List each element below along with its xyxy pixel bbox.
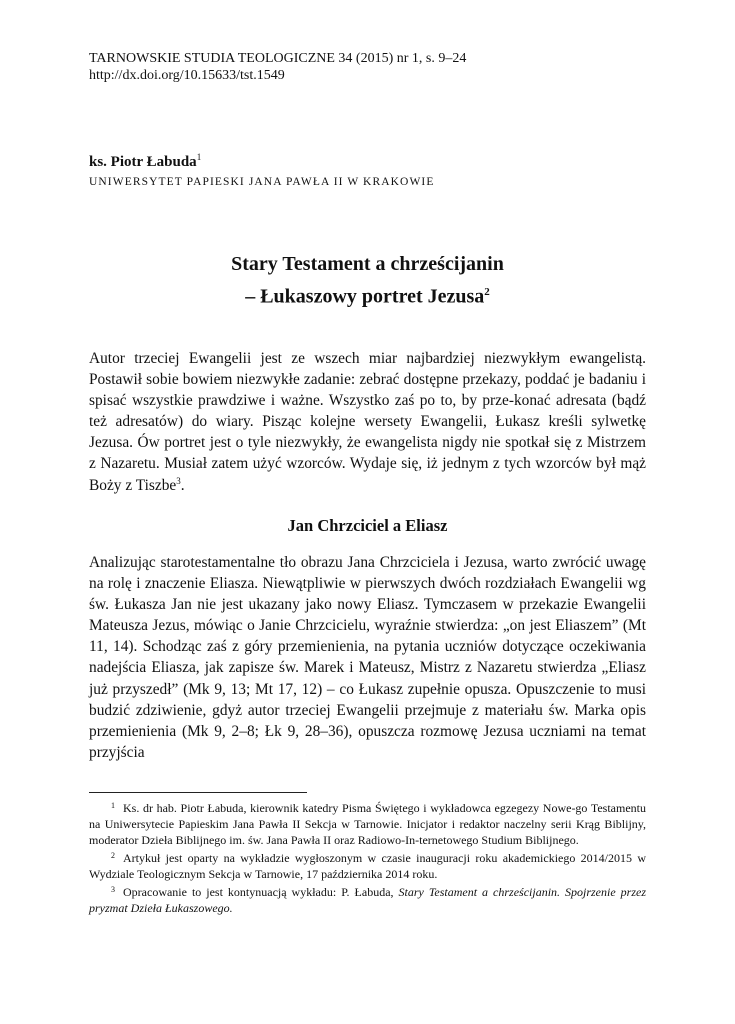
journal-citation: TARNOWSKIE STUDIA TEOLOGICZNE 34 (2015) nr 1, s. 9–24 bbox=[89, 51, 467, 66]
footnote-ref-2[interactable]: 2 bbox=[484, 286, 490, 298]
author-name bbox=[89, 152, 201, 171]
footnote-2 bbox=[89, 848, 646, 882]
footnote-divider bbox=[89, 792, 307, 793]
intro-paragraph bbox=[89, 348, 646, 496]
footnote-ref-1[interactable]: 1 bbox=[196, 152, 202, 162]
footnote-ref-3[interactable]: 3 bbox=[176, 475, 181, 486]
footnote-1 bbox=[89, 798, 646, 848]
journal-header bbox=[89, 50, 466, 84]
title-line-1: Stary Testament a chrześcijanin bbox=[231, 253, 504, 275]
doi-link[interactable]: http://dx.doi.org/10.15633/tst.1549 bbox=[89, 68, 285, 83]
author-affiliation: UNIWERSYTET PAPIESKI JANA PAWŁA II W KRAKOWIE bbox=[89, 176, 435, 188]
author-name-text: ks. Piotr Łabuda bbox=[89, 154, 197, 170]
intro-text: Autor trzeciej Ewangelii jest ze wszech miar najbardziej niezwykłym ewangelistą. Postawił sobie bowiem niezwykłe zadanie: zebrać dostępne przekazy, poddać je badaniu i spisać wszystkie prawdziwe i ważne. Wszystko zaś po to, by prze-konać adresata (bądź też adresatów) do wiary. Pisząc kolejne wersety Ewangelii, Łukasz kreśli sylwetkę Jezusa. Ów portret jest o tyle niezwykły, że ewangelista nigdy nie spotkał się z Mistrzem z Nazaretu. Musiał zatem użyć wzorców. Wydaje się, iż jednym z tych wzorców był mąż Boży z Tiszbe bbox=[89, 350, 646, 494]
intro-end: . bbox=[180, 476, 185, 494]
title-line-2-text: – Łukaszowy portret Jezusa bbox=[245, 285, 485, 308]
footnote-text: Artykuł jest oparty na wykładzie wygłoszonym w czasie inauguracji roku akademickiego 2014/2015 w Wydziale Teologicznym Sekcja w Tarnowie, 17 października 2014 roku. bbox=[89, 851, 646, 881]
body-paragraph: Analizując starotestamentalne tło obrazu Jana Chrzciciela i Jezusa, warto zwrócić uwagę na rolę i znaczenie Eliasza. Niewątpliwie w pierwszych dwóch rozdziałach Ewangelii wg św. Łukasza Jan nie jest ukazany jako nowy Eliasz. Tymczasem w przekazie Ewangelii Mateusza Jezus, mówiąc o Janie Chrzcicielu, wyraźnie stwierdza: „on jest Eliaszem” (Mt 11, 14). Schodząc zaś z góry przemienienia, na pytania uczniów dotyczące oczekiwania nadejścia Eliasza, jak zapisze św. Marek i Mateusz, Mistrz z Nazaretu stwierdza „Eliasz już przyszedł” (Mk 9, 13; Mt 17, 12) – co Łukasz zupełnie opusza. Opuszczenie to musi budzić zdziwienie, gdyż autor trzeciej Ewangelii przejmuje z materiału św. Marka opis przemienienia (Mk 9, 2–8; Łk 9, 28–36), opuszcza rozmowę Jezusa uczniami na temat przyjścia bbox=[89, 554, 646, 761]
footnote-text: Ks. dr hab. Piotr Łabuda, kierownik katedry Pisma Świętego i wykładowca egzegezy Nowe-go Testamentu na Uniwersytecie Papieskim Jana Pawła II Sekcja w Tarnowie. Inicjator i redaktor naczelny serii Krąg Biblijny, moderator Dzieła Biblijnego im. św. Jana Pawła II oraz Radiowo-In-ternetowego Studium Biblijnego. bbox=[89, 801, 646, 847]
footnote-number: 1 bbox=[111, 801, 115, 810]
footnote-italic-title: Stary Testament a chrześcijanin. Spojrzenie przez pryzmat Dzieła Łukaszowego. bbox=[89, 885, 646, 915]
footnote-3 bbox=[89, 882, 646, 916]
footnote-text: Opracowanie to jest kontynuacją wykładu: P. Łabuda, bbox=[123, 885, 399, 899]
footnote-number: 2 bbox=[111, 851, 115, 860]
footnote-number: 3 bbox=[111, 885, 115, 894]
section-heading: Jan Chrzciciel a Eliasz bbox=[287, 516, 448, 535]
footnotes bbox=[89, 798, 646, 916]
title-line-2 bbox=[89, 278, 646, 311]
article-title bbox=[89, 250, 646, 311]
